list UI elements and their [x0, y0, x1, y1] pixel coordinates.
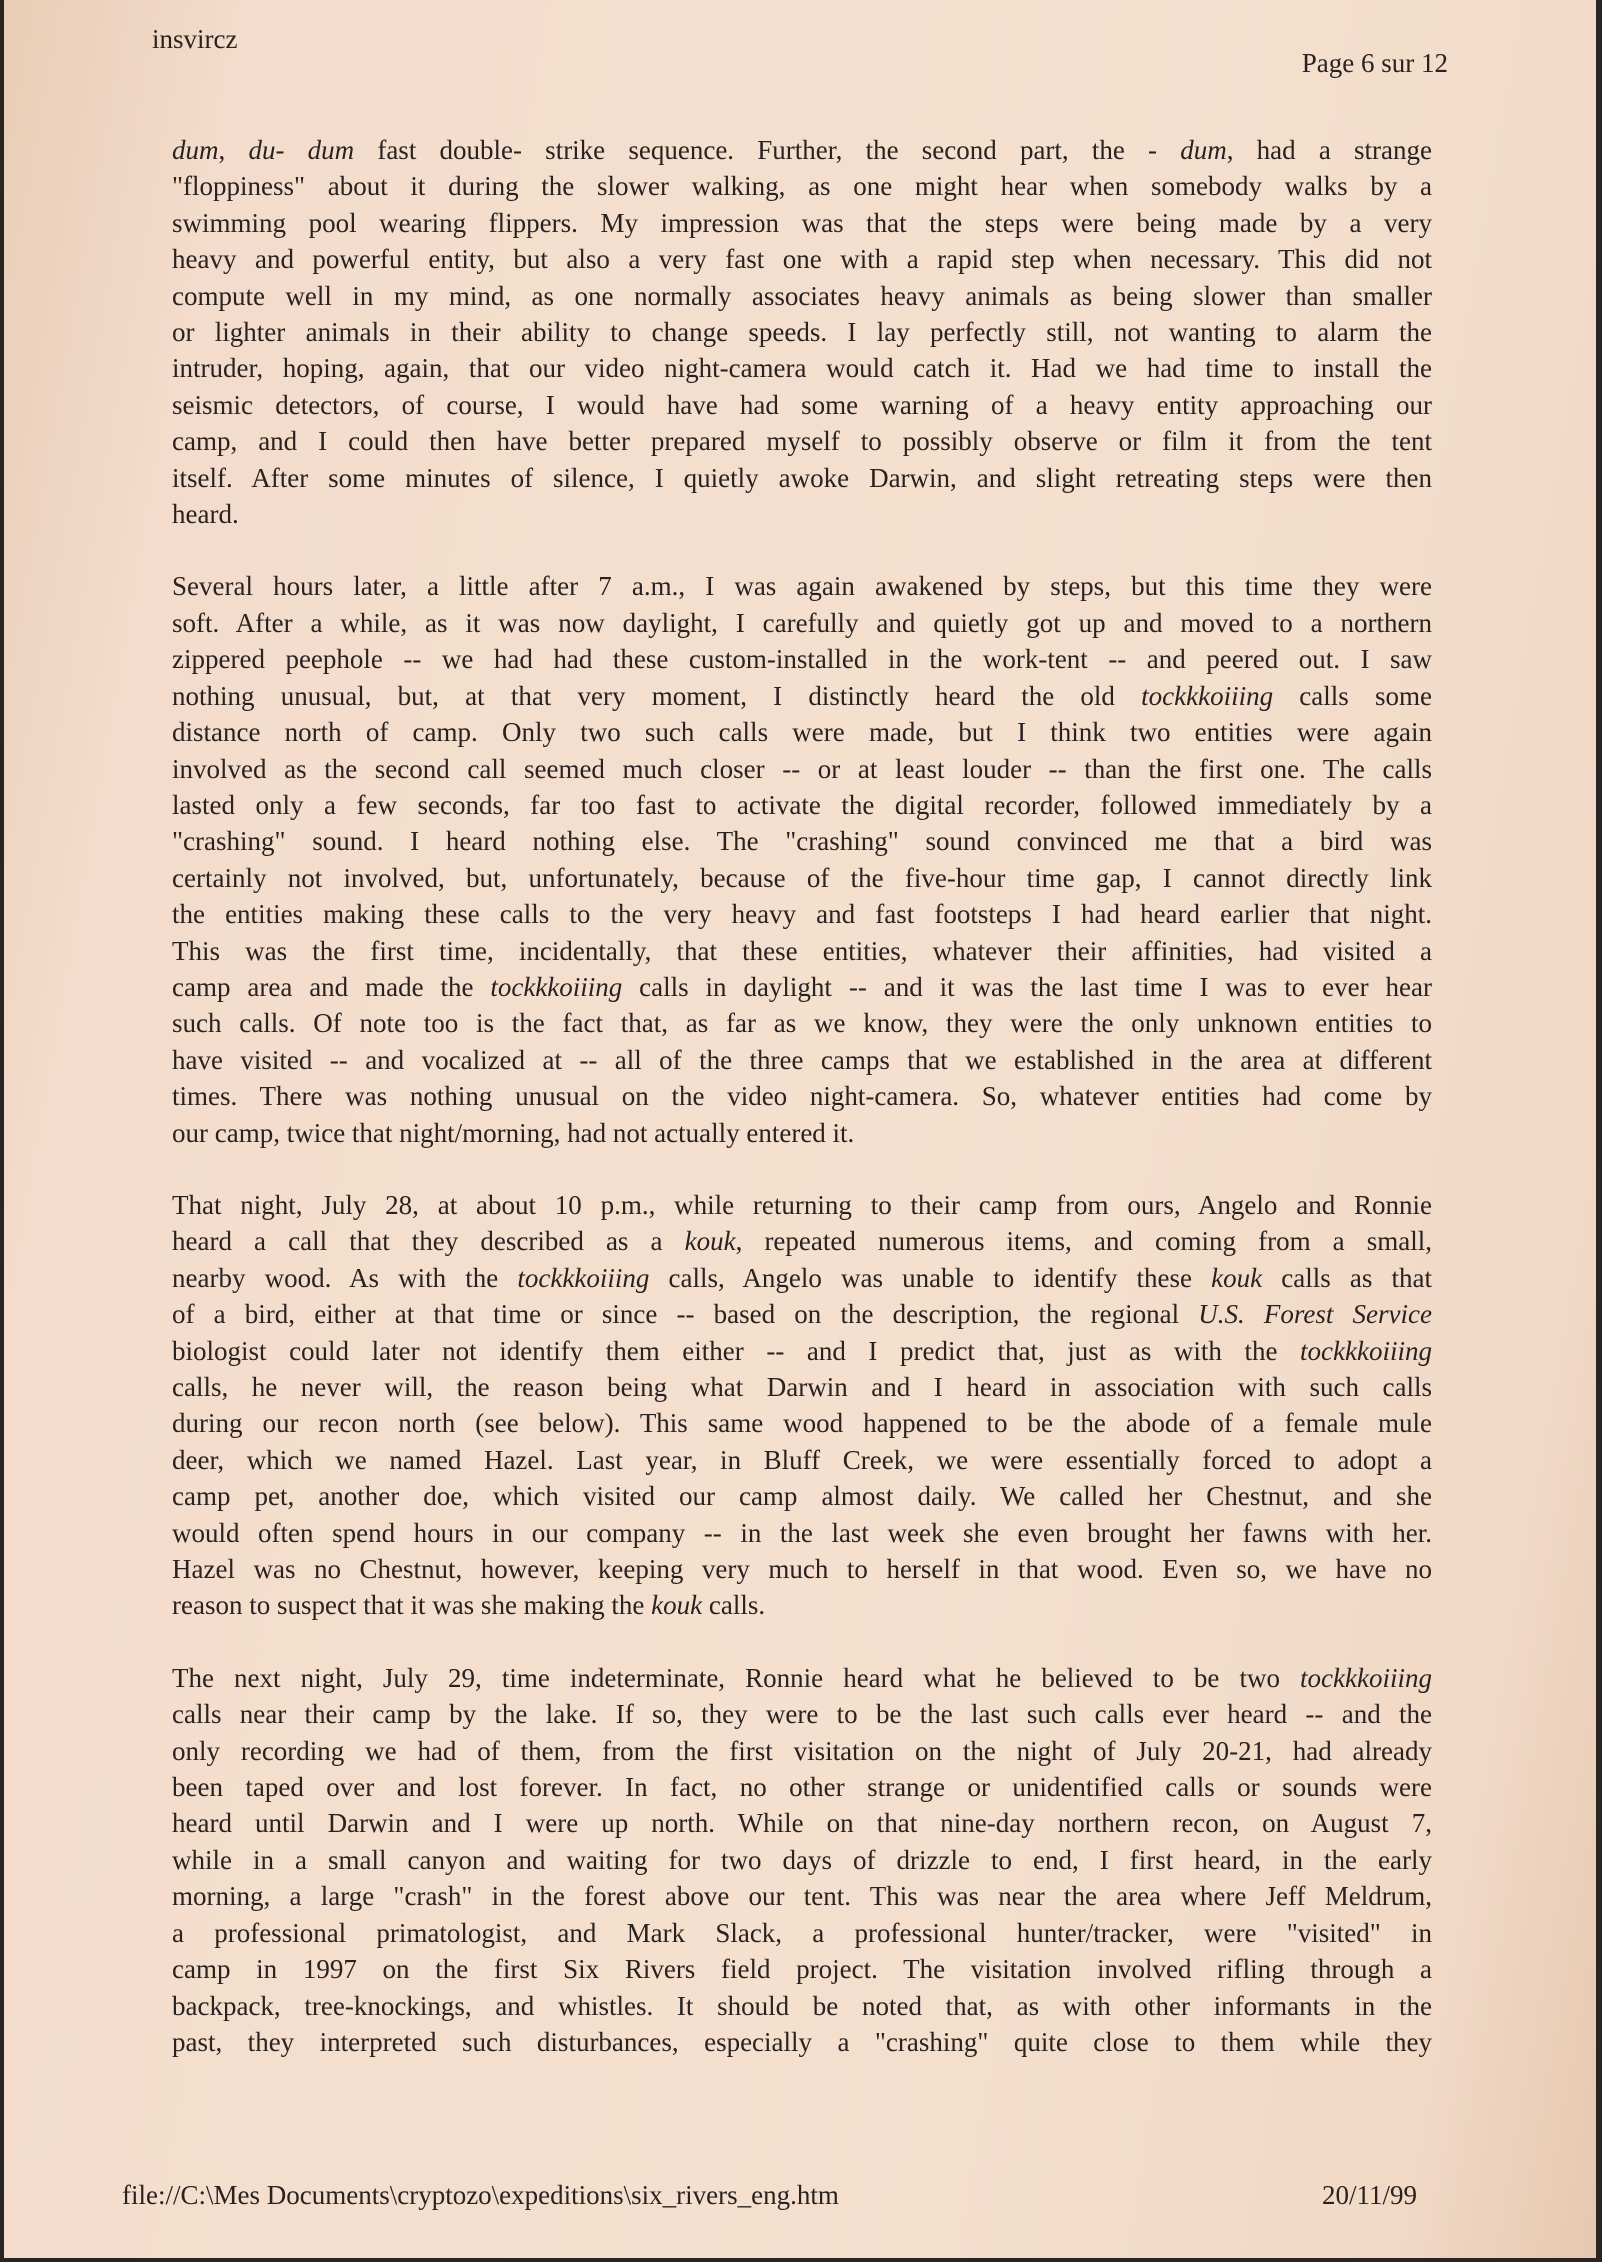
text-line — [172, 1587, 1432, 1623]
text-run: Several hours later, a little after 7 a.m., I was again awakened by steps, but this time they were — [172, 571, 1432, 602]
text-line — [172, 1333, 1432, 1369]
text-run: That night, July 28, at about 10 p.m., while returning to their camp from ours, Angelo and Ronnie — [172, 1189, 1432, 1220]
italic-text: tockkkoiiing — [1300, 1662, 1432, 1693]
text-run: heard. — [172, 499, 239, 530]
text-line — [172, 1405, 1432, 1441]
text-line — [172, 1187, 1432, 1223]
text-line — [172, 1769, 1432, 1805]
text-line — [172, 241, 1432, 277]
text-run: heard a call that they described as a — [172, 1226, 685, 1257]
text-run: such calls. Of note too is the fact that, as far as we know, they were the only unknown entities to — [172, 1008, 1432, 1039]
text-line — [172, 823, 1432, 859]
text-run: involved as the second call seemed much closer -- or at least louder -- than the first one. The calls — [172, 753, 1432, 784]
footer-date: 20/11/99 — [1322, 2180, 1418, 2210]
text-line — [172, 1878, 1432, 1914]
text-line — [172, 678, 1432, 714]
text-run: soft. After a while, as it was now daylight, I carefully and quietly got up and moved to a northern — [172, 607, 1432, 638]
text-line — [172, 205, 1432, 241]
text-run: , had a strange — [1226, 135, 1432, 165]
text-run: the entities making these calls to the very heavy and fast footsteps I had heard earlier that night. — [172, 899, 1432, 930]
text-line — [172, 278, 1432, 314]
text-run: calls. — [702, 1590, 766, 1621]
text-line — [172, 1951, 1432, 1987]
text-line — [172, 1078, 1432, 1114]
text-line — [172, 2024, 1432, 2060]
text-line — [172, 1442, 1432, 1478]
text-run: nearby wood. As with the — [172, 1262, 518, 1293]
text-run: or lighter animals in their ability to change speeds. I lay perfectly still, not wanting to alarm the — [172, 317, 1432, 348]
text-run: would often spend hours in our company -- in the last week she even brought her fawns with her. — [172, 1517, 1432, 1548]
text-run: during our recon north (see below). This same wood happened to be the abode of a female mule — [172, 1408, 1432, 1439]
header-title: insvircz — [152, 24, 238, 54]
text-line — [172, 168, 1432, 204]
text-line — [172, 933, 1432, 969]
text-run: calls, he never will, the reason being what Darwin and I heard in association with such calls — [172, 1372, 1432, 1402]
text-line — [172, 1478, 1432, 1514]
text-run: camp pet, another doe, which visited our camp almost daily. We called her Chestnut, and she — [172, 1481, 1432, 1512]
text-line — [172, 460, 1432, 496]
italic-text: dum — [1180, 135, 1227, 165]
italic-text: du- dum — [248, 135, 355, 165]
text-line — [172, 1660, 1432, 1696]
text-line — [172, 787, 1432, 823]
paragraph — [172, 568, 1432, 1151]
text-line — [172, 605, 1432, 641]
text-line — [172, 1915, 1432, 1951]
text-run: camp in 1997 on the first Six Rivers field project. The visitation involved rifling through a — [172, 1954, 1432, 1985]
text-line — [172, 1696, 1432, 1732]
text-line — [172, 1223, 1432, 1259]
text-run: seismic detectors, of course, I would have had some warning of a heavy entity approaching our — [172, 389, 1432, 420]
document-body — [172, 132, 1432, 2096]
text-run: The next night, July 29, time indeterminate, Ronnie heard what he believed to be two — [172, 1662, 1301, 1693]
text-line — [172, 1296, 1432, 1332]
text-run: calls near their camp by the lake. If so, they were to be the last such calls ever heard -- and the — [172, 1699, 1432, 1730]
text-run: "floppiness" about it during the slower walking, as one might hear when somebody walks by a — [172, 171, 1432, 202]
document-page — [4, 0, 1596, 2258]
italic-text: kouk — [651, 1590, 703, 1621]
text-run: only recording we had of them, from the first visitation on the night of July 20-21, had already — [172, 1735, 1432, 1766]
text-run: camp, and I could then have better prepared myself to possibly observe or film it from the tent — [172, 426, 1432, 457]
text-line — [172, 1260, 1432, 1296]
text-run: nothing unusual, but, at that very moment, I distinctly heard the old — [172, 680, 1142, 711]
text-run: past, they interpreted such disturbances, especially a "crashing" quite close to them while they — [172, 2026, 1432, 2057]
text-run: reason to suspect that it was she making the — [172, 1590, 652, 1621]
text-run: , repeated numerous items, and coming from a small, — [735, 1226, 1432, 1257]
text-run: while in a small canyon and waiting for two days of drizzle to end, I first heard, in the early — [172, 1844, 1432, 1875]
text-run: have visited -- and vocalized at -- all of the three camps that we established in the area at different — [172, 1044, 1432, 1075]
text-line — [172, 1369, 1432, 1405]
text-line — [172, 714, 1432, 750]
italic-text: U.S. Forest Service — [1198, 1299, 1432, 1330]
text-run: lasted only a few seconds, far too fast to activate the digital recorder, followed immediately by a — [172, 789, 1432, 820]
text-run: backpack, tree-knockings, and whistles. It should be noted that, as with other informants in the — [172, 1990, 1432, 2021]
text-run: been taped over and lost forever. In fact, no other strange or unidentified calls or sounds were — [172, 1772, 1432, 1803]
text-line — [172, 1515, 1432, 1551]
paragraph — [172, 132, 1432, 532]
text-run: zippered peephole -- we had had these custom-installed in the work-tent -- and peered out. I saw — [172, 644, 1432, 675]
text-line — [172, 641, 1432, 677]
text-run: of a bird, either at that time or since -- based on the description, the regional — [172, 1299, 1199, 1330]
text-line — [172, 1551, 1432, 1587]
footer-file-path: file://C:\Mes Documents\cryptozo\expeditions\six_rivers_eng.htm — [122, 2180, 839, 2210]
text-run: biologist could later not identify them either -- and I predict that, just as with the — [172, 1335, 1301, 1366]
text-line — [172, 423, 1432, 459]
italic-text: kouk — [684, 1226, 736, 1257]
text-run: our camp, twice that night/morning, had not actually entered it. — [172, 1117, 855, 1148]
text-run: Hazel was no Chestnut, however, keeping very much to herself in that wood. Even so, we have no — [172, 1554, 1432, 1585]
text-line — [172, 1988, 1432, 2024]
text-line — [172, 1733, 1432, 1769]
text-line — [172, 1115, 1432, 1151]
text-run: certainly not involved, but, unfortunately, because of the five-hour time gap, I cannot directly link — [172, 862, 1432, 893]
text-run: heard until Darwin and I were up north. While on that nine-day northern recon, on August 7, — [172, 1808, 1432, 1839]
text-line — [172, 314, 1432, 350]
paragraph — [172, 1187, 1432, 1624]
text-run: intruder, hoping, again, that our video night-camera would catch it. Had we had time to install the — [172, 353, 1432, 384]
text-line — [172, 132, 1432, 168]
text-line — [172, 496, 1432, 532]
italic-text: tockkkoiiing — [1141, 680, 1274, 711]
paragraph — [172, 1660, 1432, 2060]
text-line — [172, 1005, 1432, 1041]
italic-text: dum — [172, 135, 219, 165]
text-run: , — [218, 135, 249, 165]
text-line — [172, 1042, 1432, 1078]
italic-text: kouk — [1211, 1262, 1263, 1293]
text-run: heavy and powerful entity, but also a very fast one with a rapid step when necessary. This did not — [172, 244, 1432, 275]
text-run: a professional primatologist, and Mark Slack, a professional hunter/tracker, were "visited" in — [172, 1917, 1432, 1948]
text-run: camp area and made the — [172, 971, 491, 1002]
text-line — [172, 751, 1432, 787]
text-run: This was the first time, incidentally, that these entities, whatever their affinities, had visited a — [172, 935, 1432, 966]
text-line — [172, 568, 1432, 604]
text-run: "crashing" sound. I heard nothing else. The "crashing" sound convinced me that a bird was — [172, 826, 1432, 857]
text-line — [172, 1842, 1432, 1878]
italic-text: tockkkoiiing — [490, 971, 623, 1002]
text-run: fast double- strike sequence. Further, the second part, the - — [354, 135, 1181, 165]
italic-text: tockkkoiiing — [517, 1262, 650, 1293]
text-run: calls in daylight -- and it was the last time I was to ever hear — [622, 971, 1432, 1002]
text-run: distance north of camp. Only two such calls were made, but I think two entities were again — [172, 717, 1432, 748]
text-run: itself. After some minutes of silence, I quietly awoke Darwin, and slight retreating steps were then — [172, 462, 1432, 493]
text-line — [172, 896, 1432, 932]
text-run: calls some — [1273, 680, 1432, 711]
text-line — [172, 1805, 1432, 1841]
italic-text: tockkkoiiing — [1300, 1335, 1432, 1366]
text-run: calls, Angelo was unable to identify these — [649, 1262, 1212, 1293]
page-number: Page 6 sur 12 — [1301, 48, 1448, 78]
text-run: deer, which we named Hazel. Last year, in Bluff Creek, we were essentially forced to adopt a — [172, 1444, 1432, 1475]
text-line — [172, 969, 1432, 1005]
text-run: times. There was nothing unusual on the video night-camera. So, whatever entities had come by — [172, 1081, 1432, 1112]
text-line — [172, 350, 1432, 386]
text-run: swimming pool wearing flippers. My impression was that the steps were being made by a very — [172, 207, 1432, 238]
text-run: compute well in my mind, as one normally associates heavy animals as being slower than smaller — [172, 280, 1432, 311]
text-run: calls as that — [1262, 1262, 1432, 1293]
text-line — [172, 387, 1432, 423]
text-run: morning, a large "crash" in the forest above our tent. This was near the area where Jeff Meldrum, — [172, 1881, 1432, 1912]
text-line — [172, 860, 1432, 896]
